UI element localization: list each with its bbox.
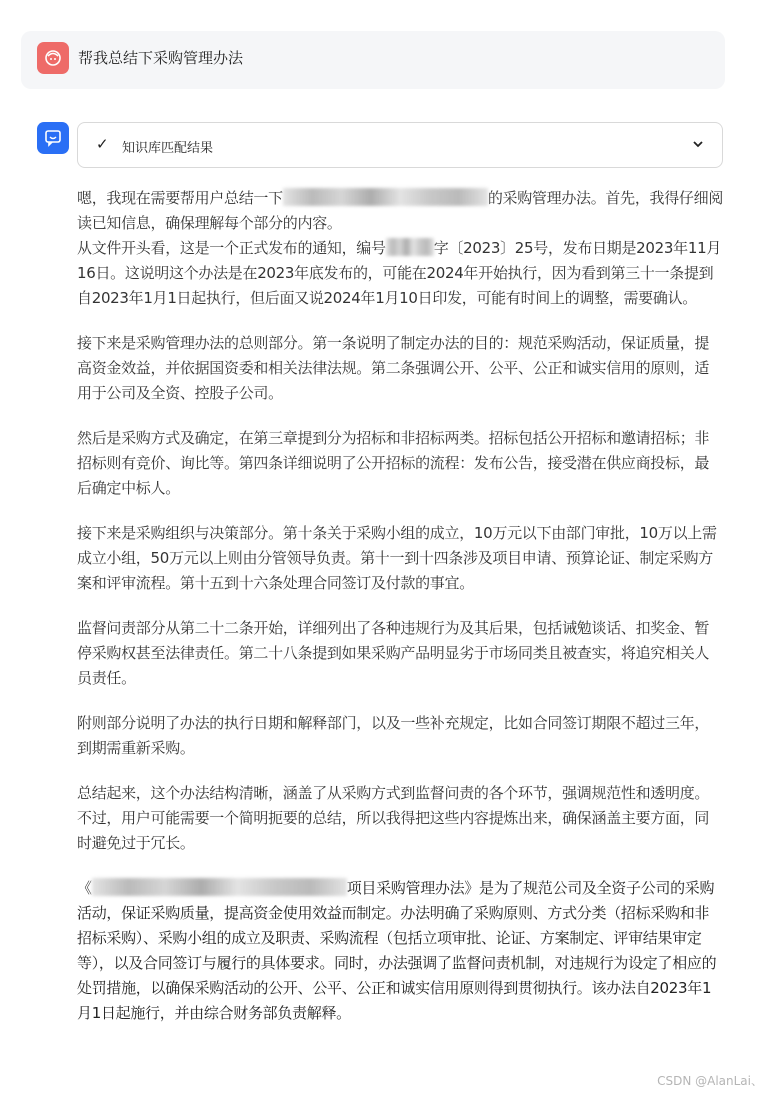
knowledge-base-match-dropdown[interactable]: [77, 122, 723, 168]
thinking-paragraph: 附则部分说明了办法的执行日期和解释部门，以及一些补充规定，比如合同签订期限不超过三年，到期需重新采购。: [77, 714, 710, 757]
text: 嗯，我现在需要帮用户总结一下: [77, 189, 283, 207]
knowledge-base-label: 知识库匹配结果: [122, 141, 214, 156]
answer-paragraph: [77, 876, 723, 1026]
redacted-blur: [283, 188, 488, 206]
text: 《: [77, 879, 92, 897]
user-message-text: 帮我总结下采购管理办法: [78, 49, 244, 67]
chevron-down-icon[interactable]: [692, 135, 704, 154]
check-icon: ✓: [96, 135, 109, 153]
thinking-paragraph: 监督问责部分从第二十二条开始，详细列出了各种违规行为及其后果，包括诫勉谈话、扣奖金、暂停采购权甚至法律责任。第二十八条提到如果采购产品明显劣于市场同类且被查实，将追究相关人员责任。: [77, 619, 710, 687]
thinking-paragraph: 然后是采购方式及确定，在第三章提到分为招标和非招标两类。招标包括公开招标和邀请招标；非招标则有竞价、询比等。第四条详细说明了公开招标的流程：发布公告，接受潜在供应商投标，最后确定中标人。: [77, 429, 710, 497]
thinking-paragraph: 接下来是采购组织与决策部分。第十条关于采购小组的成立，10万元以下由部门审批，10万以上需成立小组，50万元以上则由分管领导负责。第十一到十四条涉及项目申请、预算论证、制定采购方案和评审流程。第十五到十六条处理合同签订及付款的事宜。: [77, 524, 717, 592]
text: 从文件开头看，这是一个正式发布的通知，编号: [77, 239, 386, 257]
text: 字〔2023〕25号，发布日期是2023年11月16日。这说明这个办法是在2023年底发布的，可能在2024年开始执行，因为看到第三十一条提到自2023年1月1日起执行，但后面又说2024年1月10日印发，可能有时间上的调整，需要确认。: [77, 239, 722, 307]
watermark: CSDN @AlanLai、: [657, 1074, 763, 1088]
text: 项目采购管理办法》是为了规范公司及全资子公司的采购活动，保证采购质量，提高资金使用效益而制定。办法明确了采购原则、方式分类（招标采购和非招标采购）、采购小组的成立及职责、采购流程（包括立项审批、论证、方案制定、评审结果审定等），以及合同签订与履行的具体要求。同时，办法强调了监督问责机制，对违规行为设定了相应的处罚措施，以确保采购活动的公开、公平、公正和诚实信用原则得到贯彻执行。该办法自2023年1月1日起施行，并由综合财务部负责解释。: [77, 879, 717, 1022]
redacted-blur: [386, 238, 434, 256]
assistant-avatar: [37, 122, 69, 154]
thinking-paragraph: [77, 186, 723, 311]
chat-bot-icon: [44, 129, 62, 147]
text: 的采购管理办法。首先，我得仔细阅读已知信息，确保理解每个部分的内容。: [77, 189, 724, 232]
thinking-paragraph: 接下来是采购管理办法的总则部分。第一条说明了制定办法的目的：规范采购活动，保证质量，提高资金效益，并依据国资委和相关法律法规。第二条强调公开、公平、公正和诚实信用的原则，适用于公司及全资、控股子公司。: [77, 334, 710, 402]
assistant-response: [77, 186, 723, 1046]
user-avatar: [37, 42, 69, 74]
thinking-paragraph: 总结起来，这个办法结构清晰，涵盖了从采购方式到监督问责的各个环节，强调规范性和透明度。不过，用户可能需要一个简明扼要的总结，所以我得把这些内容提炼出来，确保涵盖主要方面，同时避免过于冗长。: [77, 784, 710, 852]
user-face-icon: [44, 49, 62, 67]
redacted-blur: [92, 878, 347, 896]
